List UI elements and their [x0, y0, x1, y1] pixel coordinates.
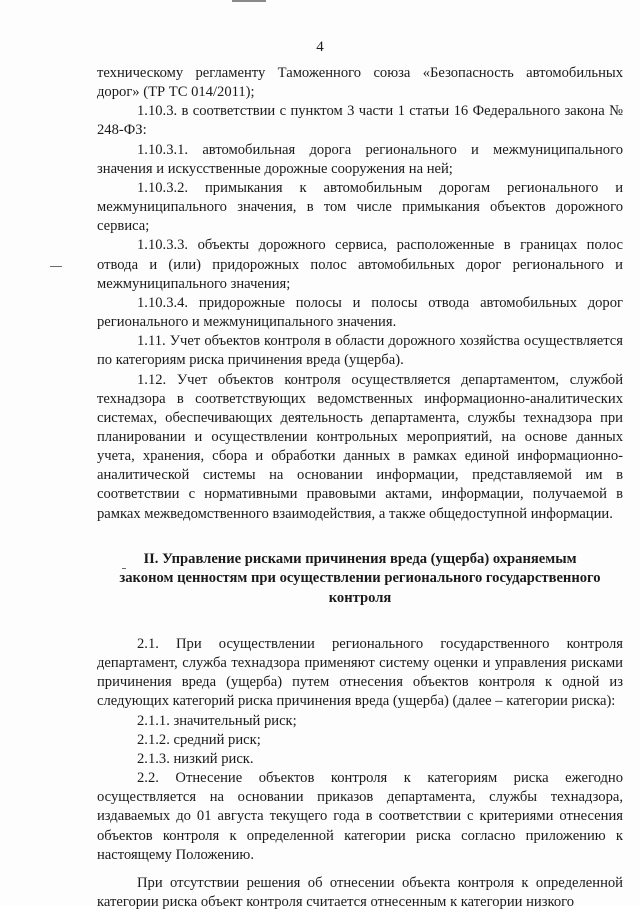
paragraph: 2.2. Отнесение объектов контроля к категориям риска ежегодно осуществляется на основании приказов департамента, службы технадзора, издаваемых до 01 августа текущего года в соответствии с критериями отнесения объектов контроля к определенной категории риска согласно приложению к настоящему Положению.	[97, 770, 623, 863]
page-number: 4	[316, 39, 324, 55]
paragraph: 2.1. При осуществлении регионального государственного контроля департамент, служба технадзора применяют систему оценки и управления рисками причинения вреда (ущерба) путем отнесения объектов контроля к одной из следующих категорий риска причинения вреда (ущерба) (далее – категории риска):	[97, 635, 623, 710]
margin-mark	[50, 266, 62, 267]
paragraph: 1.10.3. в соответствии с пунктом 3 части 1 статьи 16 Федерального закона № 248-ФЗ:	[97, 103, 623, 139]
paragraph: 1.11. Учет объектов контроля в области дорожного хозяйства осуществляется по категориям риска причинения вреда (ущерба).	[97, 333, 623, 369]
list-item: 2.1.3. низкий риск.	[137, 750, 254, 767]
section-title: II. Управление рисками причинения вреда (ущерба) охраняемым законом ценностям при осуществлении регионального государственного контроля	[119, 550, 601, 606]
paragraph: 1.12. Учет объектов контроля осуществляется департаментом, службой технадзора в соответствующих ведомственных информационно-аналитических системах, обеспечивающих деятельность департамента, службы технадзора при планировании и осуществлении контрольных мероприятий, на основе данных учета, хранения, сбора и обработки данных в рамках единой информационно-аналитической системы на основании информации, представляемой им в соответствии с нормативными правовыми актами, информации, получаемой в рамках межведомственного взаимодействия, а также общедоступной информации.	[97, 371, 623, 522]
scan-edge-mark	[232, 0, 266, 2]
paragraph: техническому регламенту Таможенного союза «Безопасность автомобильных дорог» (ТР ТС 014/2011);	[97, 65, 623, 101]
list-item: 2.1.2. средний риск;	[137, 731, 261, 748]
paragraph: 1.10.3.2. примыкания к автомобильным дорогам регионального и межмуниципального значения, в том числе примыкания объектов дорожного сервиса;	[97, 179, 623, 235]
paragraph: При отсутствии решения об отнесении объекта контроля к определенной категории риска объект контроля считается отнесенным к категории низкого	[97, 874, 623, 910]
list-item: 2.1.1. значительный риск;	[137, 712, 297, 729]
paragraph: 1.10.3.3. объекты дорожного сервиса, расположенные в границах полос отвода и (или) придорожных полос автомобильных дорог регионального и межмуниципального значения;	[97, 237, 623, 292]
paragraph: 1.10.3.1. автомобильная дорога регионального и межмуниципального значения и искусственные дорожные сооружения на ней;	[97, 141, 623, 177]
document-body	[97, 64, 623, 912]
paragraph: 1.10.3.4. придорожные полосы и полосы отвода автомобильных дорог регионального и межмуниципального значения.	[97, 294, 623, 331]
